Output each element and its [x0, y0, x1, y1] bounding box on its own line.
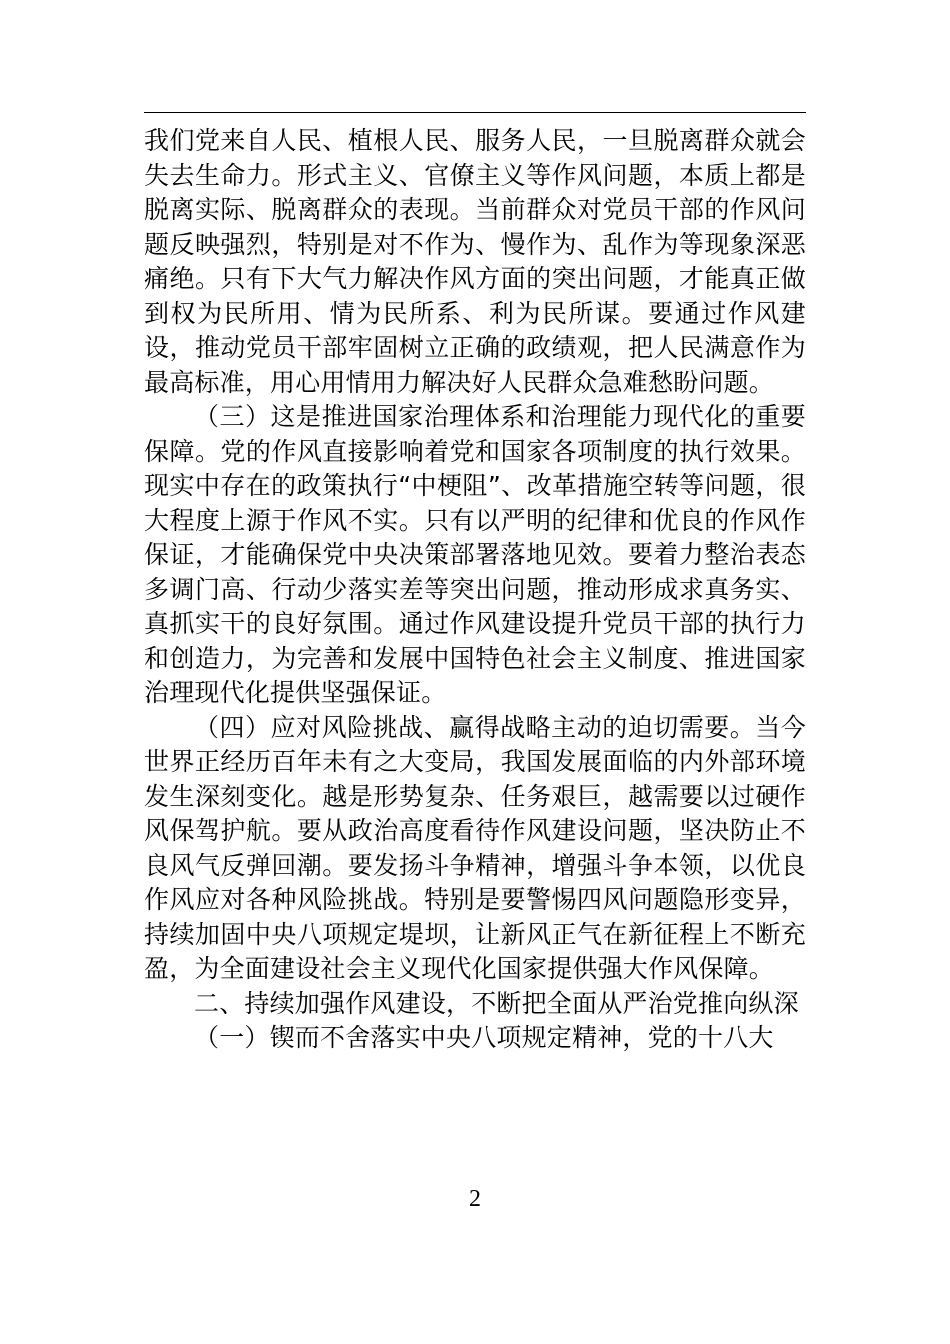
paragraph-part-two-item-one: （一）锲而不舍落实中央八项规定精神，党的十八大: [194, 1023, 774, 1052]
document-body: [144, 124, 806, 1056]
header-rule: [144, 112, 806, 113]
heading-part-two: 二、持续加强作风建设，不断把全面从严治党推向纵深: [194, 988, 799, 1018]
page-number: 2: [469, 1186, 481, 1212]
paragraph-continuation: 我们党来自人民、植根人民、服务人民，一旦脱离群众就会失去生命力。形式主义、官僚主义等作风问题，本质上都是脱离实际、脱离群众的表现。当前群众对党员干部的作风问题反映强烈，特别是对不作为、慢作为、乱作为等现象深恶痛绝。只有下大气力解决作风方面的突出问题，才能真正做到权为民所用、情为民所系、利为民所谋。要通过作风建设，推动党员干部牢固树立正确的政绩观，把人民满意作为最高标准，用心用情用力解决好人民群众急难愁盼问题。: [144, 126, 806, 397]
paragraph-section-three: （三）这是推进国家治理体系和治理能力现代化的重要保障。党的作风直接影响着党和国家各项制度的执行效果。现实中存在的政策执行“中梗阻”、改革措施空转等问题，很大程度上源于作风不实。只有以严明的纪律和优良的作风作保证，才能确保党中央决策部署落地见效。要着力整治表态多调门高、行动少落实差等突出问题，推动形成求真务实、真抓实干的良好氛围。通过作风建设提升党员干部的执行力和创造力，为完善和发展中国特色社会主义制度、推进国家治理现代化提供坚强保证。: [144, 402, 806, 707]
paragraph-section-four: （四）应对风险挑战、赢得战略主动的迫切需要。当今世界正经历百年未有之大变局，我国发展面临的内外部环境发生深刻变化。越是形势复杂、任务艰巨，越需要以过硬作风保驾护航。要从政治高度看待作风建设问题，坚决防止不良风气反弹回潮。要发扬斗争精神，增强斗争本领，以优良作风应对各种风险挑战。特别是要警惕四风问题隐形变异，持续加固中央八项规定堤坝，让新风正气在新征程上不断充盈，为全面建设社会主义现代化国家提供强大作风保障。: [144, 712, 806, 983]
